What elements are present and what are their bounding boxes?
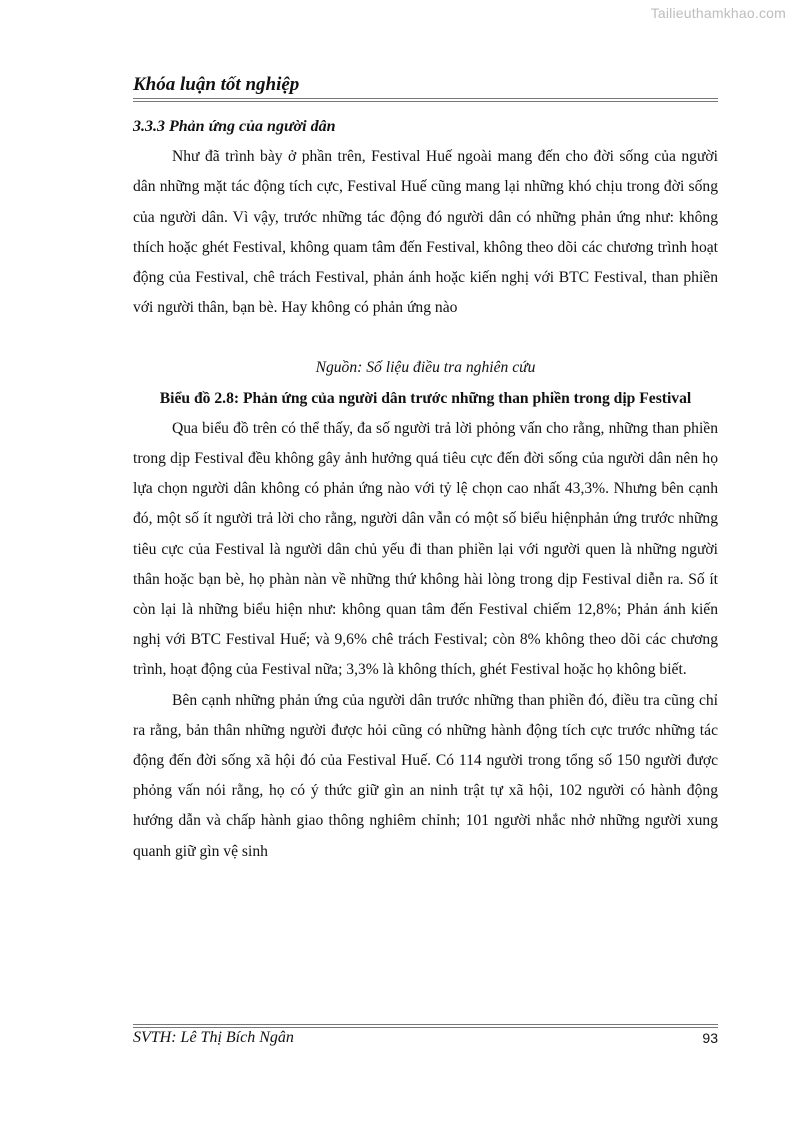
chart-source: Nguồn: Số liệu điều tra nghiên cứu [315, 359, 536, 377]
chart-placeholder [133, 323, 718, 353]
page-header-title: Khóa luận tốt nghiệp [133, 74, 300, 95]
footer-divider [133, 1024, 718, 1028]
chart-caption: Biểu đồ 2.8: Phản ứng của người dân trước những than phiền trong dịp Festival [159, 389, 692, 407]
footer-author: SVTH: Lê Thị Bích Ngân [133, 1029, 294, 1046]
watermark: Tailieuthamkhao.com [650, 5, 786, 21]
section-heading: 3.3.3 Phản ứng của người dân [133, 118, 336, 135]
page-content [133, 112, 718, 867]
page-number: 93 [702, 1030, 718, 1046]
header-divider [133, 98, 718, 102]
paragraph-intro: Như đã trình bày ở phần trên, Festival Huế ngoài mang đến cho đời sống của người dân những mặt tác động tích cực, Festival Huế cũng mang lại những khó chịu trong đời sống của người dân. Vì vậy, trước những tác động đó người dân có những phản ứng như: không thích hoặc ghét Festival, không quam tâm đến Festival, không theo dõi các chương trình hoạt động của Festival, chê trách Festival, phản ánh hoặc kiến nghị với BTC Festival, than phiền với người thân, bạn bè. Hay không có phản ứng nào [133, 148, 718, 317]
paragraph-analysis: Qua biểu đồ trên có thể thấy, đa số người trả lời phỏng vấn cho rằng, những than phiền trong dịp Festival đều không gây ảnh hưởng quá tiêu cực đến đời sống của người dân nên họ lựa chọn người dân không có phản ứng nào với tỷ lệ chọn cao nhất 43,3%. Nhưng bên cạnh đó, một số ít người trả lời cho rằng, người dân vẫn có một số biểu hiệnphản ứng trước những tiêu cực của Festival là người dân chủ yếu đi than phiền lại với người quen là những người thân hoặc bạn bè, họ phàn nàn về những thứ không hài lòng trong dịp Festival diễn ra. Số ít còn lại là những biểu hiện như: không quan tâm đến Festival chiếm 12,8%; Phản ánh kiến nghị với BTC Festival Huế; và 9,6% chê trách Festival; còn 8% không theo dõi các chương trình, hoạt động của Festival nữa; 3,3% là không thích, ghét Festival hoặc họ không biết. [133, 419, 718, 679]
paragraph-actions: Bên cạnh những phản ứng của người dân trước những than phiền đó, điều tra cũng chỉ ra rằng, bản thân những người được hỏi cũng có những hành động tích cực trước những tác động đến đời sống xã hội đó của Festival Huế. Có 114 người trong tổng số 150 người được phỏng vấn nói rằng, họ có ý thức giữ gìn an ninh trật tự xã hội, 102 người có hành động hướng dẫn và chấp hành giao thông nghiêm chỉnh; 101 người nhắc nhở những người xung quanh giữ gìn vệ sinh [133, 691, 718, 860]
